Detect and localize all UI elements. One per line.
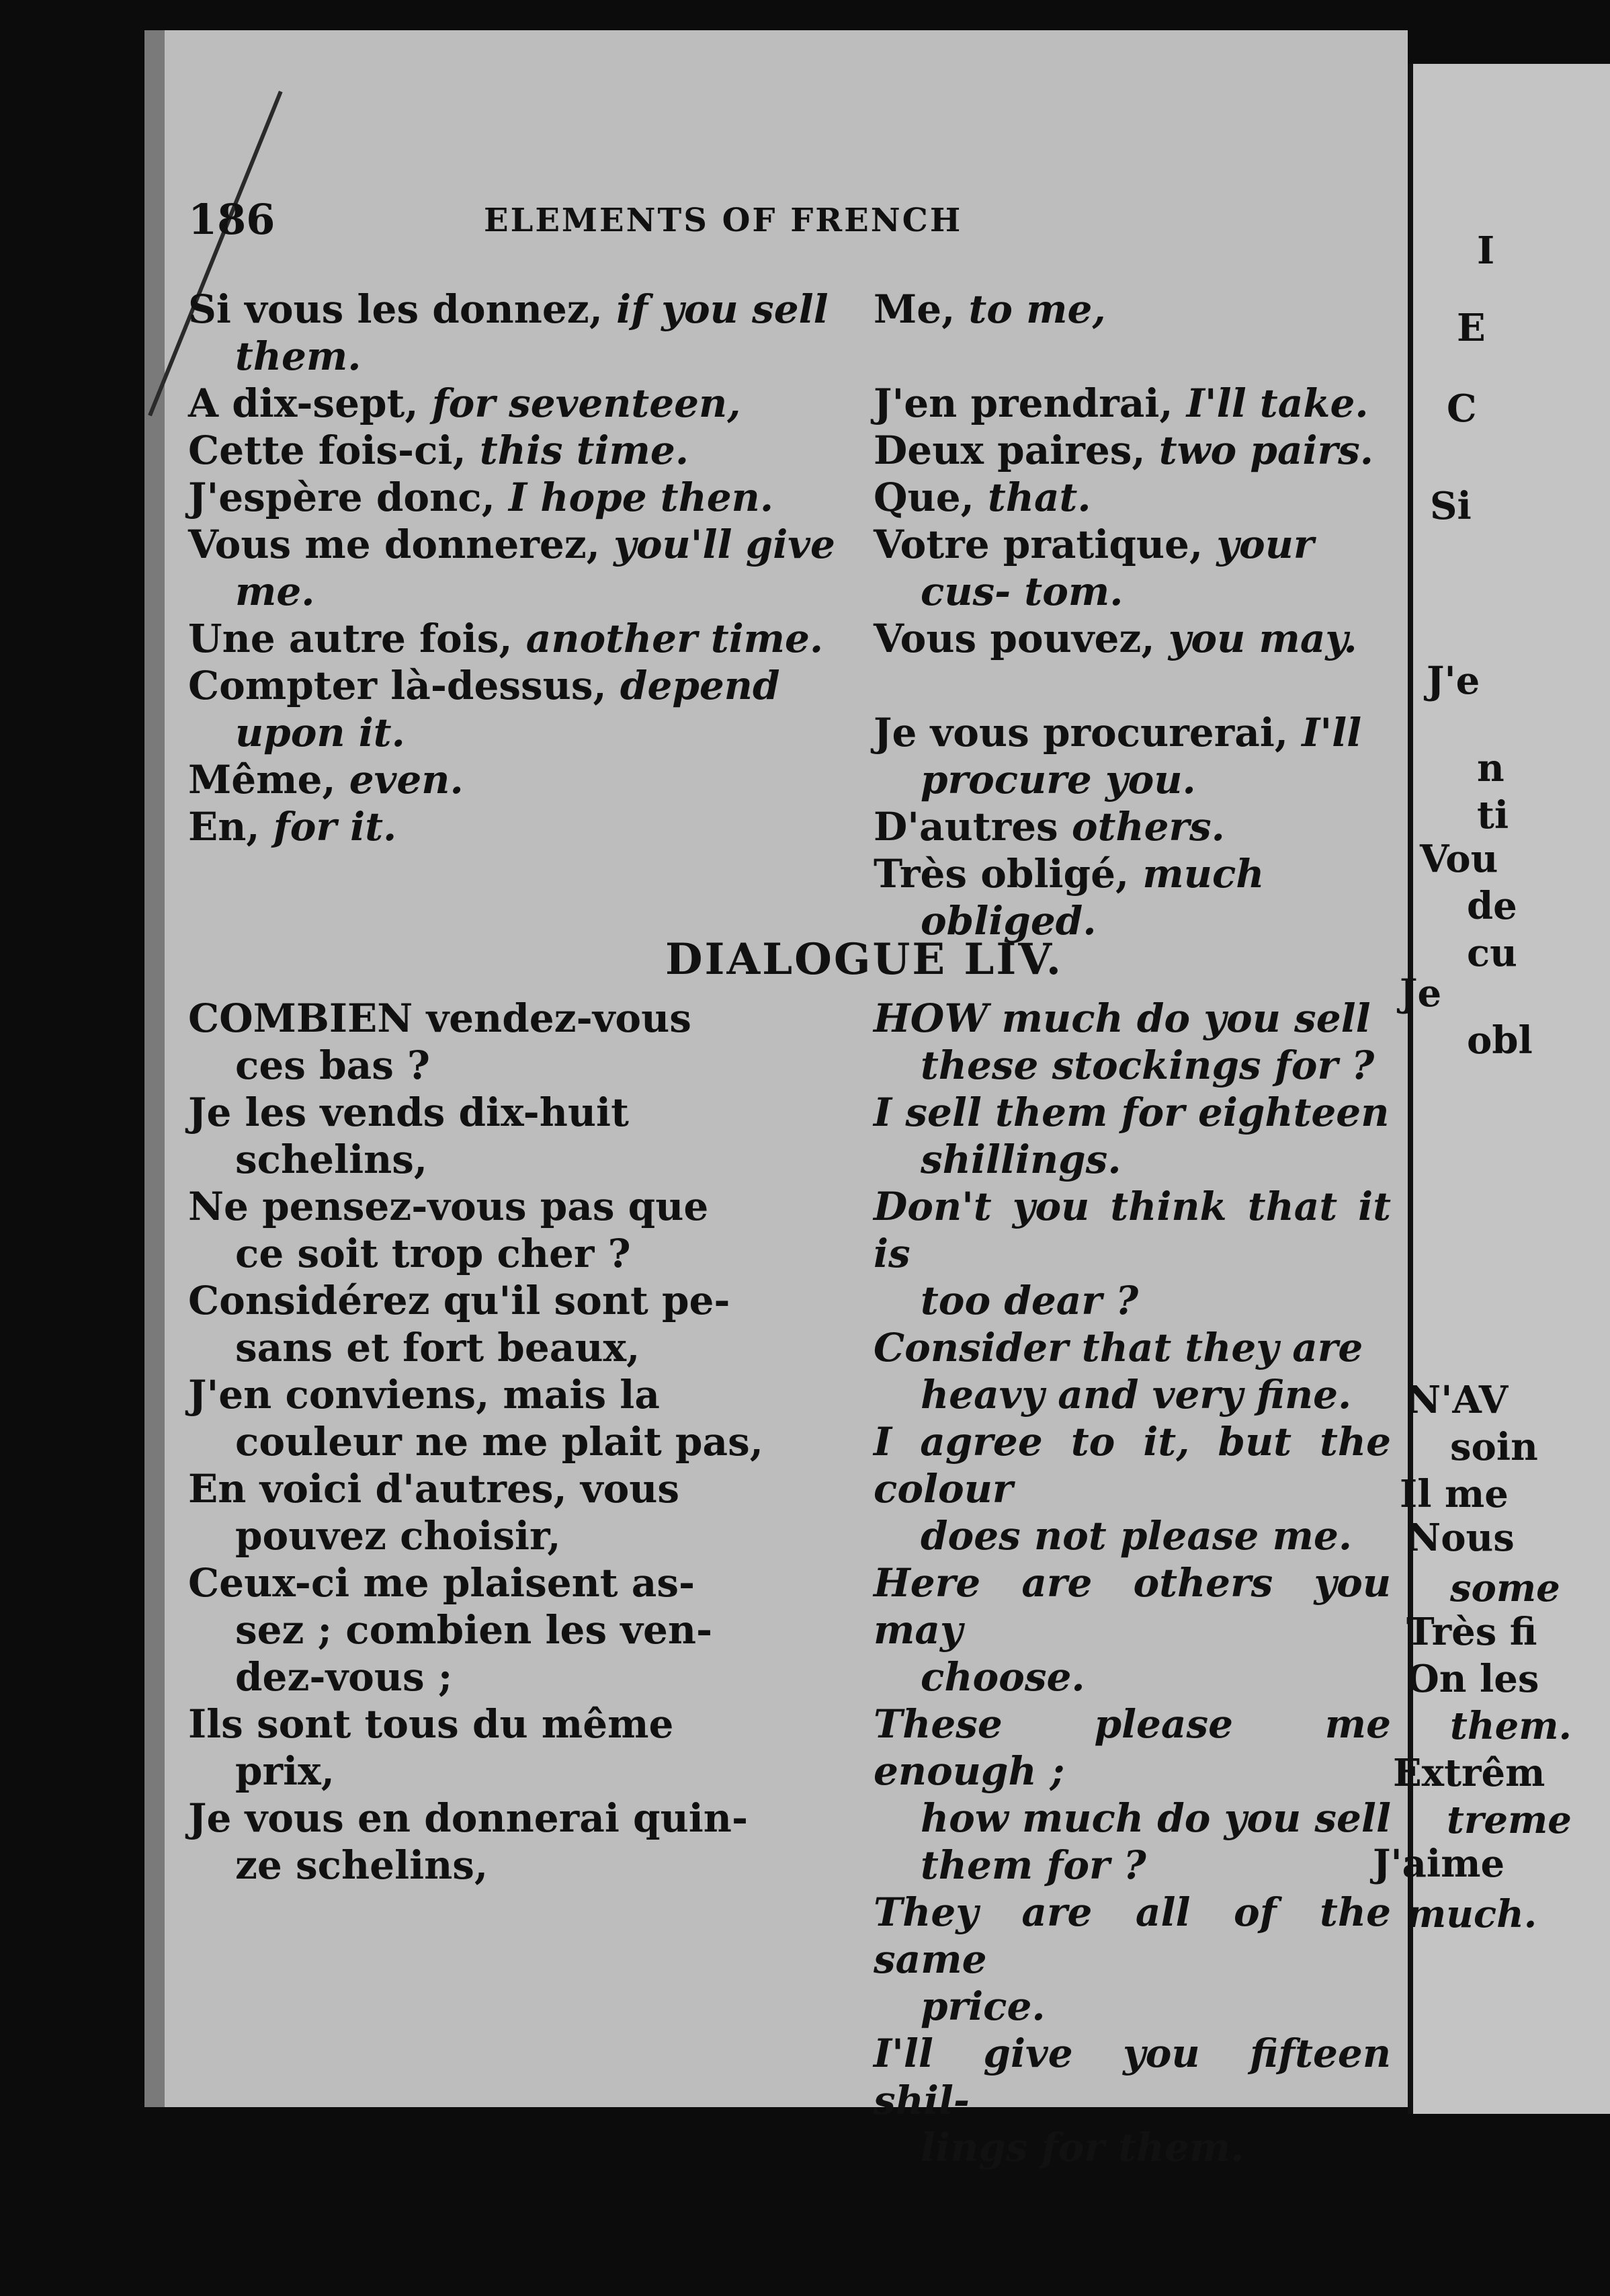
dialogue-line-fr: Ceux-ci me plaisent as- sez ; combien les ven- dez-vous ;	[188, 1560, 713, 1700]
next-page-fragment: J'aime	[1373, 1842, 1505, 1886]
vocab-entry: Très obligé, much obliged.	[874, 851, 1265, 944]
vocab-entry: Que, that.	[874, 475, 1091, 520]
vocab-left-column	[188, 286, 867, 850]
next-page-fragment: ti	[1477, 793, 1509, 837]
next-page-fragment: obl	[1467, 1018, 1533, 1063]
vocab-entry: J'en prendrai, I'll take.	[874, 380, 1369, 426]
dialogue-line-en: I sell them for eighteen shillings.	[874, 1090, 1390, 1182]
dialogue-line-en: Here are others you may choose.	[874, 1560, 1391, 1700]
next-page-fragment: N'AV	[1406, 1378, 1509, 1422]
vocab-entry: Deux paires, two pairs.	[874, 427, 1373, 473]
vocab-entry: En, for it.	[188, 804, 397, 850]
next-page-fragment: On les	[1406, 1657, 1539, 1701]
dialogue-line-en: I'll give you fifteen shil- lings for them.	[874, 2031, 1391, 2170]
next-page-fragment: Si	[1430, 484, 1472, 528]
next-page-fragment: Nous	[1406, 1516, 1515, 1560]
next-page-fragment: Extrêm	[1393, 1751, 1545, 1795]
next-page-fragment: treme	[1447, 1798, 1572, 1842]
next-page-fragment: I	[1477, 229, 1495, 273]
vocab-entry: Une autre fois, another time.	[188, 616, 824, 661]
dialogue-line-fr: J'en conviens, mais la couleur ne me plait pas,	[188, 1372, 763, 1465]
next-page-fragment: them.	[1450, 1704, 1572, 1748]
next-page-fragment: C	[1447, 386, 1477, 431]
spacer	[874, 333, 1391, 380]
vocab-entry: A dix-sept, for seventeen,	[188, 380, 741, 426]
dialogue-line-fr: Ils sont tous du même prix,	[188, 1701, 674, 1794]
dialogue-english-column	[874, 995, 1391, 2171]
next-page-fragment: Très fi	[1406, 1610, 1537, 1654]
vocab-entry: Je vous procurerai, I'll procure you.	[874, 710, 1362, 803]
dialogue-line-en: I agree to it, but the colour does not please me.	[874, 1419, 1391, 1559]
adjacent-page-edge	[1373, 64, 1610, 2114]
vocab-right-column	[874, 286, 1391, 944]
vocab-entry: Vous me donnerez, you'll give me.	[188, 522, 835, 614]
vocab-entry: J'espère donc, I hope then.	[188, 475, 774, 520]
page-edge-shadow	[144, 30, 165, 2107]
spacer	[874, 662, 1391, 709]
dialogue-line-fr: Considérez qu'il sont pe- sans et fort beaux,	[188, 1278, 730, 1370]
next-page-fragment: E	[1457, 306, 1486, 350]
next-page-fragment: soin	[1450, 1425, 1538, 1469]
running-head: ELEMENTS OF FRENCH	[484, 202, 963, 239]
next-page-fragment: Vou	[1420, 837, 1498, 881]
dialogue-line-en: Don't you think that it is too dear ?	[874, 1184, 1391, 1323]
dialogue-line-en: They are all of the same price.	[874, 1889, 1391, 2029]
dialogue-line-en: These please me enough ; how much do you sell them for ?	[874, 1701, 1391, 1888]
vocab-entry: Vous pouvez, you may.	[874, 616, 1357, 661]
dialogue-line-fr: Je vous en donnerai quin- ze schelins,	[188, 1795, 749, 1888]
next-page-fragment: n	[1477, 746, 1505, 790]
dialogue-french-column	[188, 995, 853, 1889]
dialogue-line-en: Consider that they are heavy and very fine.	[874, 1325, 1363, 1418]
vocab-entry: Même, even.	[188, 757, 464, 803]
next-page-fragment: some	[1450, 1566, 1560, 1610]
page-number: 186	[188, 195, 276, 244]
dialogue-line-fr: En voici d'autres, vous pouvez choisir,	[188, 1466, 680, 1559]
page-header	[188, 195, 1290, 249]
dialogue-title: DIALOGUE LIV.	[665, 934, 1064, 985]
vocab-entry: Compter là-dessus, depend upon it.	[188, 663, 780, 755]
dialogue-line-en: HOW much do you sell these stockings for ?	[874, 995, 1375, 1088]
dialogue-line-fr: Ne pensez-vous pas que ce soit trop cher ?	[188, 1184, 709, 1276]
dialogue-line-fr: COMBIEN vendez-vous ces bas ?	[188, 995, 691, 1088]
next-page-fragment: Je	[1400, 971, 1442, 1016]
next-page-fragment: J'e	[1427, 659, 1480, 703]
next-page-fragment: much.	[1406, 1892, 1537, 1936]
vocab-entry: Me, to me,	[874, 286, 1106, 332]
vocab-entry: Cette fois-ci, this time.	[188, 427, 689, 473]
vocab-entry: Si vous les donnez, if you sell them.	[188, 286, 829, 379]
next-page-fragment: Il me	[1400, 1472, 1509, 1516]
vocab-entry: Votre pratique, your cus- tom.	[874, 522, 1314, 614]
next-page-fragment: de	[1467, 884, 1517, 928]
dialogue-line-fr: Je les vends dix-huit schelins,	[188, 1090, 629, 1182]
next-page-fragment: cu	[1467, 931, 1517, 975]
vocab-entry: D'autres others.	[874, 804, 1225, 850]
